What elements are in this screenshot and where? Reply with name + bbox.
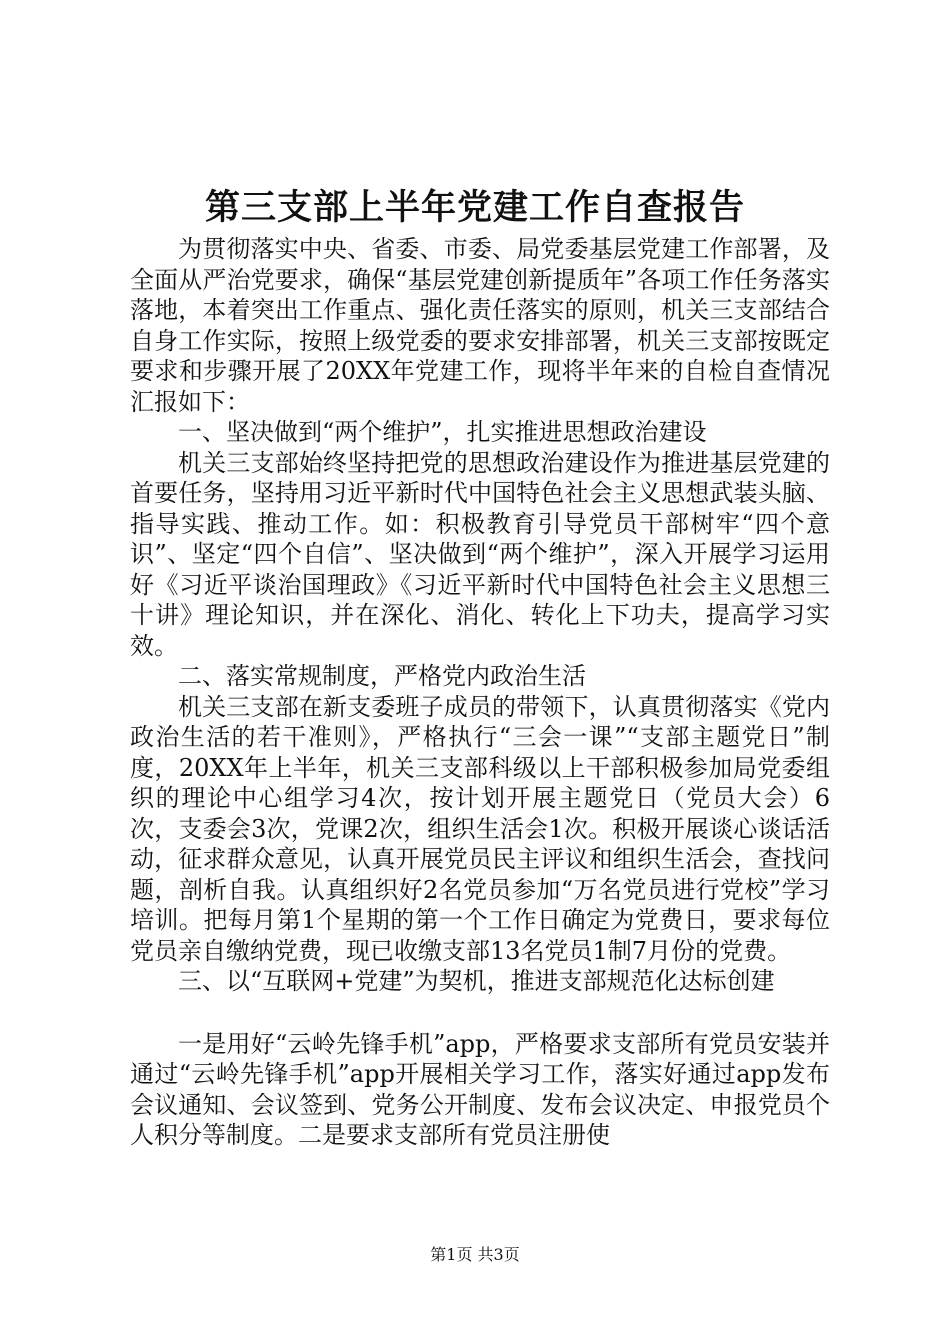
document-body	[130, 234, 830, 1151]
section-heading-2: 二、落实常规制度，严格党内政治生活	[178, 662, 586, 690]
document-title: 第三支部上半年党建工作自查报告	[204, 187, 745, 228]
section-heading-3: 三、以“互联网+党建”为契机，推进支部规范化达标创建	[178, 967, 775, 995]
page-footer: 第1页 共3页	[430, 1245, 520, 1264]
section-3-paragraph: 一是用好“云岭先锋手机”app，严格要求支部所有党员安装并通过“云岭先锋手机”app开展相关学习工作，落实好通过app发布会议通知、会议签到、党务公开制度、发布会议决定、申报党员个人积分等制度。二是要求支部所有党员注册使	[130, 1029, 830, 1149]
section-2-paragraph: 机关三支部在新支委班子成员的带领下，认真贯彻落实《党内政治生活的若干准则》，严格执行“三会一课”“支部主题党日”制度，20XX年上半年，机关三支部科级以上干部积极参加局党委组织的理论中心组学习4次，按计划开展主题党日（党员大会）6次，支委会3次，党课2次，组织生活会1次。积极开展谈心谈话活动，征求群众意见，认真开展党员民主评议和组织生活会，查找问题，剖析自我。认真组织好2名党员参加“万名党员进行党校”学习培训。把每月第1个星期的第一个工作日确定为党费日，要求每位党员亲自缴纳党费，现已收缴支部13名党员1制7月份的党费。	[130, 692, 830, 965]
section-heading-1: 一、坚决做到“两个维护”，扎实推进思想政治建设	[178, 418, 707, 446]
section-1-paragraph: 机关三支部始终坚持把党的思想政治建设作为推进基层党建的首要任务，坚持用习近平新时代中国特色社会主义思想武装头脑、指导实践、推动工作。如：积极教育引导党员干部树牢“四个意识”、坚定“四个自信”、坚决做到“两个维护”，深入开展学习运用好《习近平谈治国理政》《习近平新时代中国特色社会主义思想三十讲》理论知识，并在深化、消化、转化上下功夫，提高学习实效。	[130, 448, 830, 660]
intro-paragraph: 为贯彻落实中央、省委、市委、局党委基层党建工作部署，及全面从严治党要求，确保“基层党建创新提质年”各项工作任务落实落地，本着突出工作重点、强化责任落实的原则，机关三支部结合自身工作实际，按照上级党委的要求安排部署，机关三支部按既定要求和步骤开展了20XX年党建工作，现将半年来的自检自查情况汇报如下：	[130, 235, 830, 416]
blank-line	[130, 997, 830, 1029]
